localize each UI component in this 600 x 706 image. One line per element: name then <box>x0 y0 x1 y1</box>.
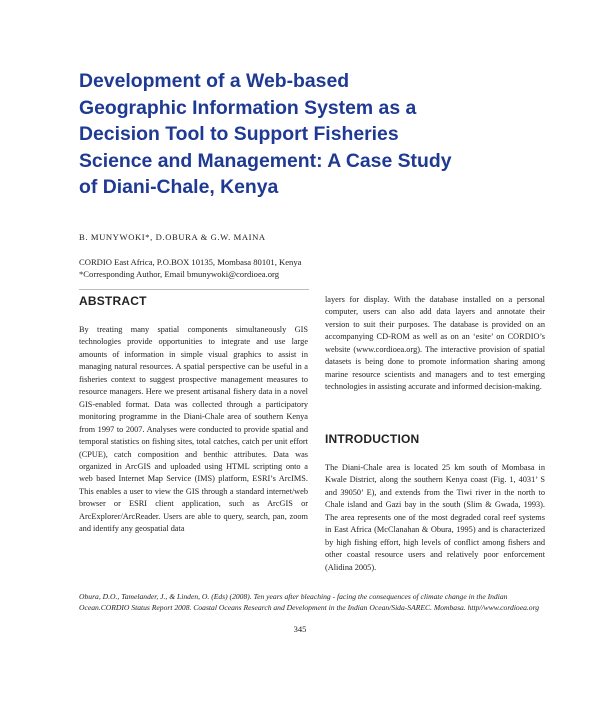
title-line: Development of a Web-based <box>79 70 350 92</box>
introduction-body: The Diani-Chale area is located 25 km south of Mombasa in Kwale District, along the southern Kenya coast (Fig. 1, 4031’ S and 39050’ E), and extends from the Tiwi river in the north to Chale island and Gazi bay in the south (Slim & Gwada, 1993). The area represents one of the most degraded coral reef systems in East Africa (McClanahan & Obura, 1995) and is characterized by high fishing effort, high levels of conflict among fishers and other coastal resource users and relatively poor enforcement (Alidina 2005). <box>325 463 545 572</box>
abstract-body: By treating many spatial components simultaneously GIS technologies provide opportunities to integrate and use large amounts of information in simple visual graphics to assist in managing natural resources. A spatial perspective can be useful in a fisheries context to suggest prospective management measures to resource managers. Here we present artisanal fishery data in a novel GIS-enabled format. Data was collected through a participatory monitoring programme in the Diani-Chale area of southern Kenya from 1997 to 2007. Analyses were conducted to provide spatial and temporal statistics on fishing sites, total catches, catch per unit effort (CPUE), catch composition and benthic attributes. Data was organized in ArcGIS and uploaded using HTML scripting onto a web based Internet Map Service (IMS) platform, ESRI’s ArcIMS. This enables a user to view the GIS through a standard internet/web browser or ESRI client application, such as ArcGIS or ArcExplorer/ArcReader. Users are able to query, search, pan, zoom and identify any geospatial data <box>79 325 308 534</box>
title-line: Decision Tool to Support Fisheries <box>79 123 399 145</box>
section-divider <box>79 289 309 290</box>
title-line: of Diani-Chale, Kenya <box>79 176 279 198</box>
introduction-heading: INTRODUCTION <box>325 432 420 446</box>
title-line: Geographic Information System as a <box>79 96 417 119</box>
corresponding-author: *Corresponding Author, Email bmunywoki@cordioea.org <box>79 269 280 279</box>
author-list: B. MUNYWOKI*, D.OBURA & G.W. MAINA <box>79 232 266 242</box>
paper-title <box>79 68 539 201</box>
citation-footnote: Obura, D.O., Tamelander, J., & Linden, O. (Eds) (2008). Ten years after bleaching - facing the consequences of climate change in the Indian Ocean.CORDIO Status Report 2008. Coastal Oceans Research and Development in the Indian Ocean/Sida-SAREC. Mombasa. http//www.cordioea.org <box>79 592 540 612</box>
page-number: 345 <box>293 624 307 634</box>
affiliation-block <box>79 256 379 280</box>
affiliation: CORDIO East Africa, P.O.BOX 10135, Mombasa 80101, Kenya <box>79 257 302 267</box>
title-line: Science and Management: A Case Study <box>79 149 452 172</box>
abstract-continued: layers for display. With the database installed on a personal computer, users can also add data layers and annotate their version to suit their purposes. The database is provided on an accompanying CD-ROM as well as on an ‘esite’ on CORDIO’s website (www.cordioea.org). The interactive provision of spatial datasets is being done to promote information sharing among marine resource scientists and managers and to test emerging technologies in assisting accurate and informed decision-making. <box>325 295 545 392</box>
abstract-heading: ABSTRACT <box>79 294 147 308</box>
